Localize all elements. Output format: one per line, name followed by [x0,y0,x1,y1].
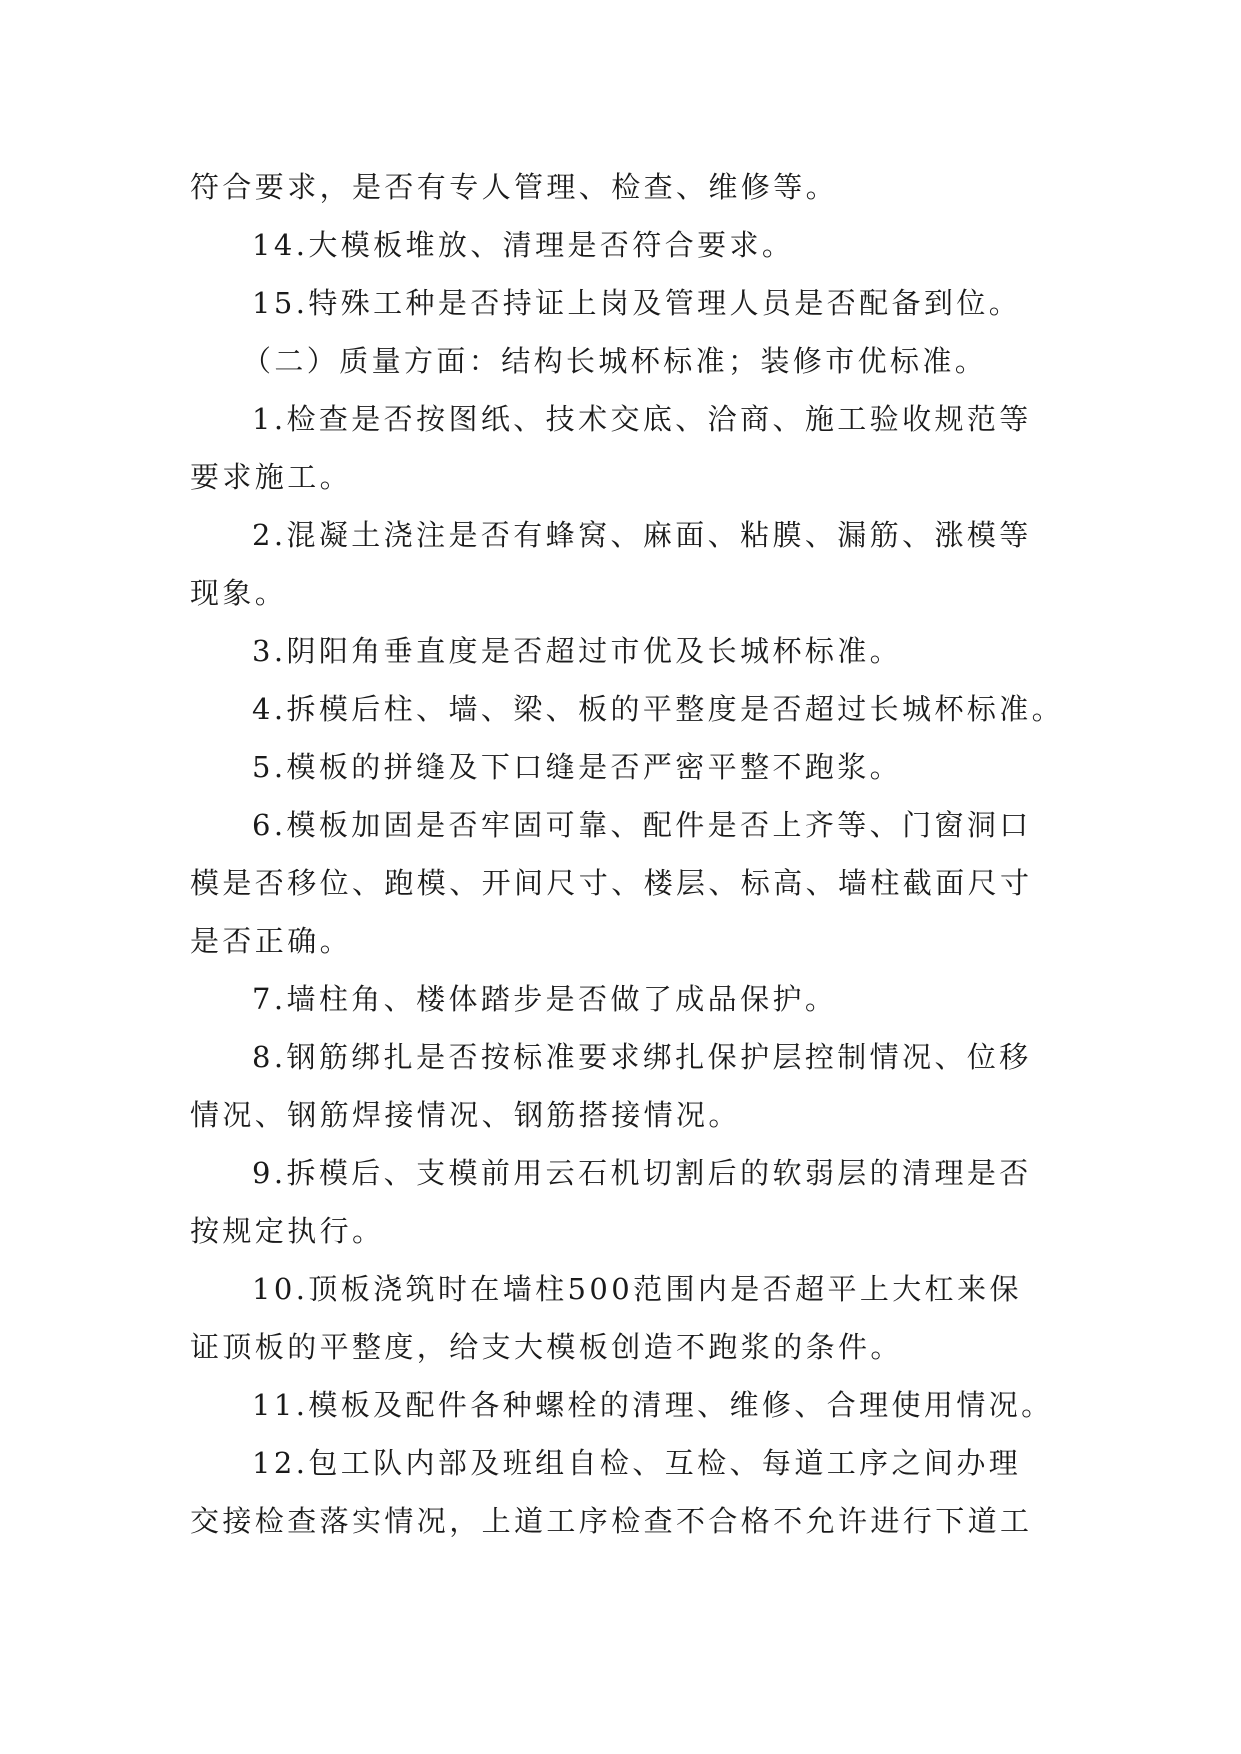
list-item-8: 8.钢筋绑扎是否按标准要求绑扎保护层控制情况、位移 [252,1040,1032,1074]
list-item-2: 2.混凝土浇注是否有蜂窝、麻面、粘膜、漏筋、涨模等 [252,518,1032,552]
text-line: 按规定执行。 [190,1214,385,1248]
list-item-3: 3.阴阳角垂直度是否超过市优及长城杯标准。 [252,634,903,668]
text-line: 模是否移位、跑模、开间尺寸、楼层、标高、墙柱截面尺寸 [190,866,1033,900]
text-line: 证顶板的平整度，给支大模板创造不跑浆的条件。 [190,1330,903,1364]
list-item-14: 14.大模板堆放、清理是否符合要求。 [252,228,795,262]
list-item-12: 12.包工队内部及班组自检、互检、每道工序之间办理 [252,1446,1022,1480]
list-item-15: 15.特殊工种是否持证上岗及管理人员是否配备到位。 [252,286,1022,320]
text-line: 现象。 [190,576,288,610]
text-line: 交接检查落实情况，上道工序检查不合格不允许进行下道工 [190,1504,1033,1538]
text-line: 要求施工。 [190,460,353,494]
list-item-4: 4.拆模后柱、墙、梁、板的平整度是否超过长城杯标准。 [252,692,1065,726]
list-item-6: 6.模板加固是否牢固可靠、配件是否上齐等、门窗洞口 [252,808,1032,842]
list-item-11: 11.模板及配件各种螺栓的清理、维修、合理使用情况。 [252,1388,1054,1422]
list-item-5: 5.模板的拼缝及下口缝是否严密平整不跑浆。 [252,750,903,784]
text-line: 符合要求，是否有专人管理、检查、维修等。 [190,170,839,204]
text-line: 是否正确。 [190,924,353,958]
list-item-7: 7.墙柱角、楼体踏步是否做了成品保护。 [252,982,838,1016]
section-heading-quality: （二）质量方面：结构长城杯标准；装修市优标准。 [242,344,988,378]
list-item-10: 10.顶板浇筑时在墙柱500范围内是否超平上大杠来保 [252,1272,1022,1306]
list-item-9: 9.拆模后、支模前用云石机切割后的软弱层的清理是否 [252,1156,1032,1190]
document-body [190,158,1065,1550]
list-item-1: 1.检查是否按图纸、技术交底、洽商、施工验收规范等 [252,402,1032,436]
text-line: 情况、钢筋焊接情况、钢筋搭接情况。 [190,1098,741,1132]
